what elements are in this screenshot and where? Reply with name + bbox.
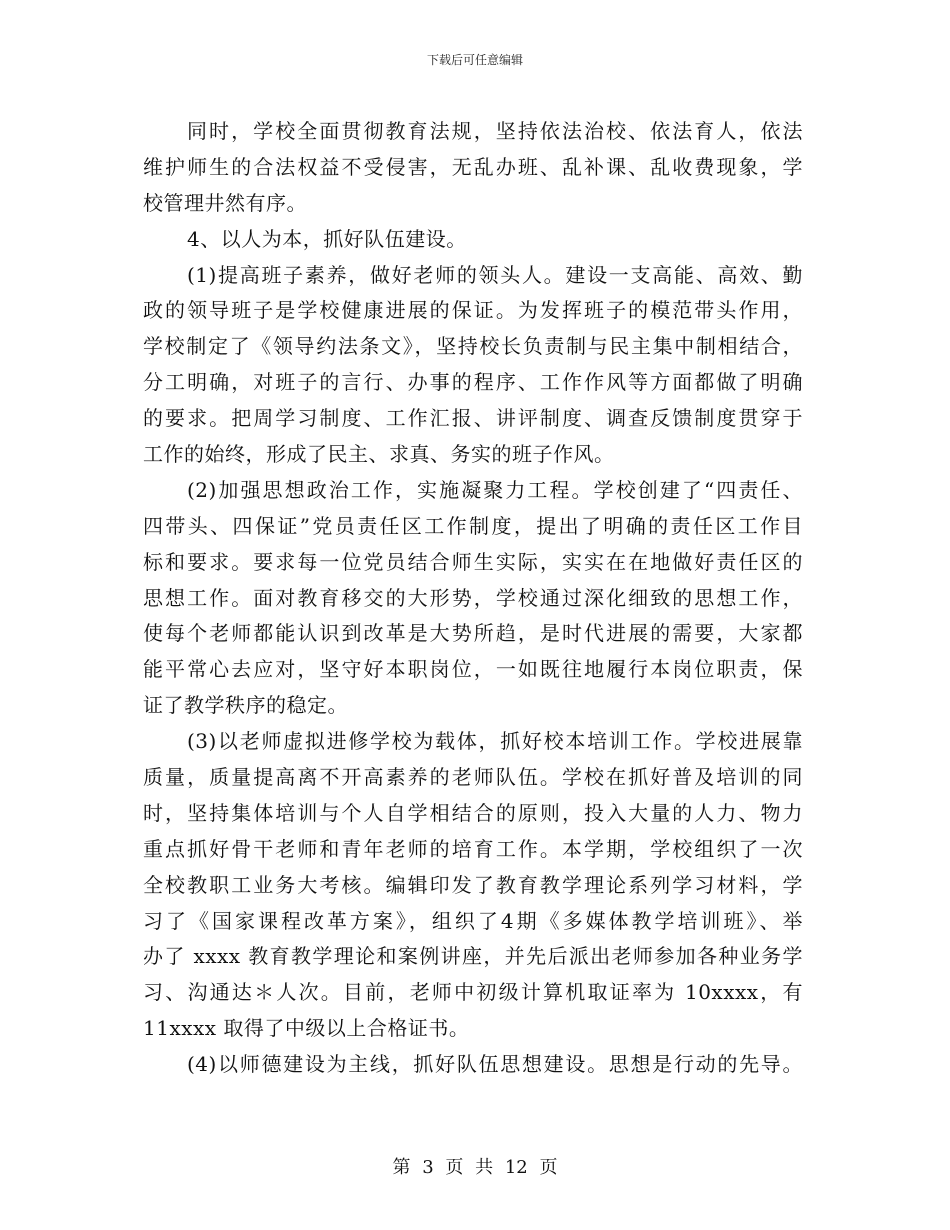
paragraph-line: 标和要求。要求每一位党员结合师生实际，实实在在地做好责任区的	[143, 549, 803, 574]
paragraph-line: 全校教职工业务大考核。编辑印发了教育教学理论系列学习材料，学	[143, 872, 803, 897]
paragraph-line: 能平常心去应对，坚守好本职岗位，一如既往地履行本岗位职责，保	[143, 657, 803, 682]
paragraph-line: 习、沟通达＊人次。目前，老师中初级计算机取证率为 10xxxx，有	[143, 980, 803, 1005]
paragraph-line: 办了 xxxx 教育教学理论和案例讲座，并先后派出老师参加各种业务学	[143, 944, 803, 969]
paragraph-line: 政的领导班子是学校健康进展的保证。为发挥班子的模范带头作用，	[143, 298, 803, 323]
paragraph-line: 维护师生的合法权益不受侵害，无乱办班、乱补课、乱收费现象，学	[143, 154, 803, 179]
page-number-footer: 第 3 页 共 12 页	[392, 1157, 558, 1178]
section-heading: 4、以人为本，抓好队伍建设。	[187, 226, 467, 251]
paragraph-line: 11xxxx 取得了中级以上合格证书。	[143, 1016, 470, 1041]
paragraph-line: 学校制定了《领导约法条文》，坚持校长负责制与民主集中制相结合，	[143, 334, 803, 359]
page-header: 下载后可任意编辑	[426, 53, 523, 67]
paragraph-line: 分工明确，对班子的言行、办事的程序、工作作风等方面都做了明确	[143, 370, 803, 395]
paragraph-line: (4)以师德建设为主线，抓好队伍思想建设。思想是行动的先导。	[187, 1052, 803, 1077]
document-body	[143, 114, 803, 1083]
paragraph-line: 使每个老师都能认识到改革是大势所趋，是时代进展的需要，大家都	[143, 621, 803, 646]
paragraph-line: (1)提高班子素养，做好老师的领头人。建设一支高能、高效、勤	[187, 262, 803, 287]
paragraph-line: 习了《国家课程改革方案》，组织了4期《多媒体教学培训班》、举	[143, 908, 803, 933]
paragraph-line: 质量，质量提高离不开高素养的老师队伍。学校在抓好普及培训的同	[143, 765, 803, 790]
paragraph-line: (3)以老师虚拟进修学校为载体，抓好校本培训工作。学校进展靠	[187, 729, 803, 754]
paragraph-line: 重点抓好骨干老师和青年老师的培育工作。本学期，学校组织了一次	[143, 836, 803, 861]
paragraph-line: 证了教学秩序的稳定。	[143, 693, 348, 718]
paragraph-line: 的要求。把周学习制度、工作汇报、讲评制度、调查反馈制度贯穿于	[143, 406, 803, 431]
paragraph-line: 四带头、四保证”党员责任区工作制度，提出了明确的责任区工作目	[143, 513, 803, 538]
paragraph-line: 校管理井然有序。	[143, 190, 307, 215]
paragraph-line: (2)加强思想政治工作，实施凝聚力工程。学校创建了“四责任、	[187, 477, 803, 502]
paragraph-line: 思想工作。面对教育移交的大形势，学校通过深化细致的思想工作，	[143, 585, 803, 610]
paragraph-line: 时，坚持集体培训与个人自学相结合的原则，投入大量的人力、物力	[143, 800, 803, 825]
paragraph-line: 工作的始终，形成了民主、求真、务实的班子作风。	[143, 442, 615, 467]
paragraph-line: 同时，学校全面贯彻教育法规，坚持依法治校、依法育人，依法	[187, 119, 803, 143]
